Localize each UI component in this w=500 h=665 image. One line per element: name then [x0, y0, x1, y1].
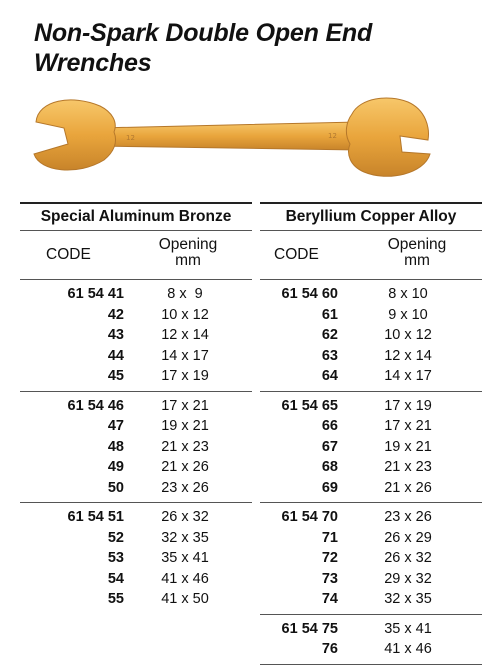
wrench-image: [28, 92, 433, 184]
opening-cell: 21 x 23: [161, 438, 209, 455]
code-cell: 48: [107, 438, 124, 455]
code-cell: 44: [107, 347, 124, 364]
opening-cell: 19 x 21: [384, 438, 432, 455]
code-cell: 61: [321, 306, 338, 323]
table-row: [260, 528, 482, 549]
code-cell: 55: [107, 591, 124, 608]
opening-cell: 41 x 46: [161, 570, 209, 587]
page-title: [34, 18, 372, 78]
code-cell: 42: [107, 306, 124, 323]
code-cell: 72: [321, 550, 338, 567]
opening-cell: 21 x 26: [161, 459, 209, 476]
code-cell: 53: [107, 550, 124, 567]
opening-cell: 35 x 41: [161, 550, 209, 567]
table-row: [260, 325, 482, 346]
code-cell: 61 54 70: [281, 509, 338, 526]
opening-cell: 8 x 9: [167, 286, 203, 303]
table-row: [20, 305, 252, 326]
beryllium-copper-heading: Beryllium Copper Alloy: [260, 202, 482, 231]
table-row: [260, 416, 482, 437]
table-row: [260, 548, 482, 569]
row-groups: [20, 280, 252, 614]
opening-cell: 17 x 21: [161, 397, 209, 414]
table-row: [260, 589, 482, 610]
opening-cell: 14 x 17: [161, 347, 209, 364]
code-cell: 66: [321, 418, 338, 435]
table-header: [260, 231, 482, 280]
opening-cell: 19 x 21: [161, 418, 209, 435]
table-row: [20, 528, 252, 549]
table-row: [20, 569, 252, 590]
table-row: [260, 346, 482, 367]
row-group: [260, 392, 482, 504]
code-cell: 71: [321, 529, 338, 546]
unit-label: mm: [175, 252, 201, 269]
code-cell: 54: [107, 570, 124, 587]
opening-cell: 12 x 14: [161, 327, 209, 344]
opening-cell: 32 x 35: [384, 591, 432, 608]
table-row: [20, 478, 252, 499]
title-line-1: Non-Spark Double Open End: [34, 19, 373, 47]
opening-cell: 17 x 19: [384, 397, 432, 414]
opening-cell: 32 x 35: [161, 529, 209, 546]
table-row: [20, 416, 252, 437]
code-cell: 69: [321, 479, 338, 496]
opening-label: Opening: [158, 236, 218, 253]
row-group: [260, 615, 482, 665]
svg-text:12: 12: [126, 134, 135, 142]
opening-cell: 23 x 26: [384, 509, 432, 526]
opening-cell: 21 x 26: [384, 479, 432, 496]
code-cell: 74: [321, 591, 338, 608]
code-cell: 76: [321, 641, 338, 658]
table-row: [20, 325, 252, 346]
code-cell: 61 54 41: [67, 286, 124, 303]
opening-cell: 21 x 23: [384, 459, 432, 476]
table-row: [260, 457, 482, 478]
opening-cell: 26 x 32: [161, 509, 209, 526]
code-column-header: CODE: [46, 246, 91, 263]
svg-text:12: 12: [328, 132, 337, 140]
code-cell: 61 54 60: [281, 286, 338, 303]
table-row: [20, 457, 252, 478]
row-groups: [260, 280, 482, 665]
code-cell: 61 54 46: [67, 397, 124, 414]
code-column-header: CODE: [274, 246, 319, 263]
code-cell: 63: [321, 347, 338, 364]
table-row: [20, 396, 252, 417]
table-row: [20, 589, 252, 610]
beryllium-copper-table: [260, 202, 482, 665]
table-row: [20, 366, 252, 387]
row-group: [260, 280, 482, 392]
opening-cell: 9 x 10: [388, 306, 428, 323]
row-group: [20, 280, 252, 392]
code-cell: 45: [107, 368, 124, 385]
table-row: [260, 366, 482, 387]
table-row: [260, 478, 482, 499]
opening-label: Opening: [387, 236, 447, 253]
code-cell: 61 54 51: [67, 509, 124, 526]
opening-cell: 26 x 32: [384, 550, 432, 567]
opening-cell: 29 x 32: [384, 570, 432, 587]
code-cell: 67: [321, 438, 338, 455]
opening-cell: 41 x 46: [384, 641, 432, 658]
aluminum-bronze-heading: Special Aluminum Bronze: [20, 202, 252, 231]
table-row: [260, 639, 482, 660]
opening-cell: 10 x 12: [384, 327, 432, 344]
table-row: [260, 569, 482, 590]
unit-label: mm: [404, 252, 430, 269]
opening-cell: 10 x 12: [161, 306, 209, 323]
table-header: [20, 231, 252, 280]
code-cell: 50: [107, 479, 124, 496]
opening-cell: 17 x 19: [161, 368, 209, 385]
table-row: [260, 437, 482, 458]
table-row: [260, 396, 482, 417]
code-cell: 43: [107, 327, 124, 344]
opening-cell: 35 x 41: [384, 620, 432, 637]
table-row: [260, 305, 482, 326]
code-cell: 62: [321, 327, 338, 344]
table-row: [260, 507, 482, 528]
row-group: [20, 392, 252, 504]
code-cell: 61 54 65: [281, 397, 338, 414]
code-cell: 61 54 75: [281, 620, 338, 637]
opening-cell: 17 x 21: [384, 418, 432, 435]
code-cell: 73: [321, 570, 338, 587]
opening-cell: 41 x 50: [161, 591, 209, 608]
code-cell: 52: [107, 529, 124, 546]
row-group: [260, 503, 482, 615]
table-row: [20, 284, 252, 305]
code-cell: 49: [107, 459, 124, 476]
opening-cell: 23 x 26: [161, 479, 209, 496]
code-cell: 64: [321, 368, 338, 385]
title-line-2: Wrenches: [34, 49, 152, 77]
table-row: [260, 619, 482, 640]
opening-cell: 12 x 14: [384, 347, 432, 364]
table-row: [20, 548, 252, 569]
table-row: [260, 284, 482, 305]
code-cell: 47: [107, 418, 124, 435]
table-row: [20, 507, 252, 528]
table-row: [20, 346, 252, 367]
aluminum-bronze-table: [20, 202, 252, 614]
table-row: [20, 437, 252, 458]
code-cell: 68: [321, 459, 338, 476]
opening-column-header: [352, 231, 482, 279]
opening-column-header: [124, 231, 252, 279]
opening-cell: 14 x 17: [384, 368, 432, 385]
opening-cell: 8 x 10: [388, 286, 428, 303]
row-group: [20, 503, 252, 614]
opening-cell: 26 x 29: [384, 529, 432, 546]
